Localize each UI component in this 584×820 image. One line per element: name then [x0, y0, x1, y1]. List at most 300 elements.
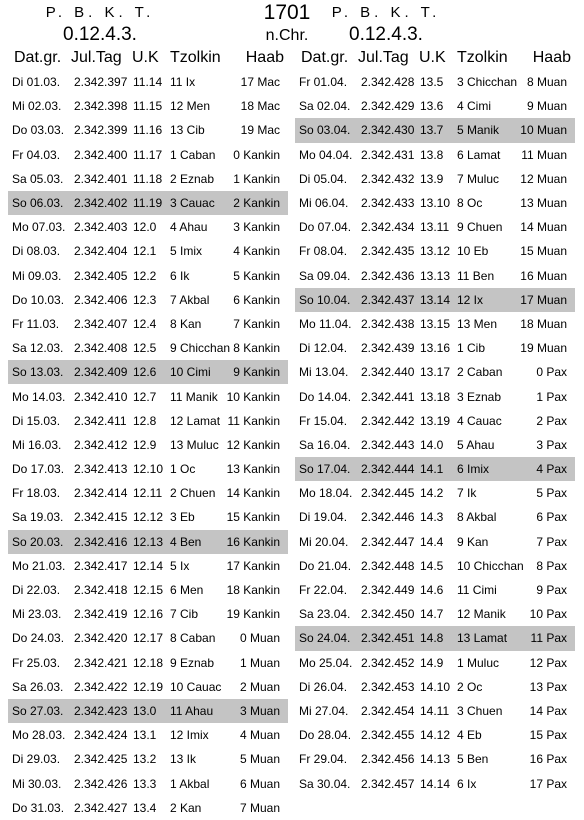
- cell-uk: 13.6: [420, 99, 444, 114]
- cell-jul-tag: 2.342.412: [74, 437, 128, 452]
- cell-date: Do 21.04.: [299, 558, 352, 573]
- cell-haab: 13 Kankin: [226, 462, 280, 477]
- cell-jul-tag: 2.342.413: [74, 462, 128, 477]
- cell-date: Fr 04.03.: [12, 147, 61, 162]
- cell-tzolkin: 9 Eznab: [170, 655, 215, 670]
- cell-date: Fr 18.03.: [12, 486, 61, 501]
- cell-haab: 8 Kankin: [233, 341, 280, 356]
- cell-jul-tag: 2.342.447: [361, 534, 415, 549]
- cell-tzolkin: 6 Imix: [457, 462, 490, 477]
- cell-tzolkin: 1 Muluc: [457, 655, 500, 670]
- col-header-uk: U.K: [132, 49, 159, 66]
- cell-jul-tag: 2.342.400: [74, 147, 128, 162]
- table-row: [8, 215, 288, 239]
- left-table: [8, 46, 288, 820]
- table-row: [295, 312, 575, 336]
- col-header-date: Dat.gr.: [14, 49, 62, 66]
- cell-jul-tag: 2.342.450: [361, 607, 415, 622]
- table-row: [8, 288, 288, 312]
- cell-haab: 8 Pax: [536, 558, 567, 573]
- cell-tzolkin: 10 Eb: [457, 244, 489, 259]
- cell-haab: 7 Pax: [536, 534, 567, 549]
- cell-tzolkin: 7 Cib: [170, 607, 199, 622]
- cell-haab: 5 Muan: [239, 752, 280, 767]
- cell-uk: 13.15: [420, 316, 451, 331]
- cell-tzolkin: 11 Ben: [457, 268, 495, 283]
- cell-jul-tag: 2.342.448: [361, 558, 415, 573]
- table-row: [295, 70, 575, 94]
- cell-uk: 11.19: [133, 196, 163, 211]
- cell-uk: 14.14: [420, 776, 451, 791]
- cell-jul-tag: 2.342.449: [361, 583, 415, 598]
- cell-jul-tag: 2.342.432: [361, 171, 415, 186]
- cell-tzolkin: 3 Eb: [170, 510, 195, 525]
- cell-uk: 12.2: [133, 268, 157, 283]
- cell-haab: 14 Muan: [520, 220, 567, 235]
- cell-haab: 18 Kankin: [226, 583, 280, 598]
- cell-uk: 14.2: [420, 486, 444, 501]
- cell-uk: 12.5: [133, 341, 157, 356]
- cell-haab: 10 Kankin: [226, 389, 280, 404]
- cell-date: Do 24.03.: [12, 631, 65, 646]
- cell-tzolkin: 7 Muluc: [457, 171, 500, 186]
- cell-haab: 3 Muan: [239, 703, 280, 718]
- cell-uk: 13.5: [420, 75, 444, 90]
- cell-uk: 12.19: [133, 679, 164, 694]
- cell-haab: 5 Pax: [536, 486, 567, 501]
- right-long-count: 0.12.4.3.: [349, 24, 423, 45]
- cell-haab: 2 Pax: [536, 413, 567, 428]
- cell-uk: 14.11: [420, 703, 450, 718]
- table-row: [8, 191, 288, 215]
- cell-haab: 10 Muan: [520, 123, 567, 138]
- cell-date: Mi 16.03.: [12, 437, 62, 452]
- cell-date: Mo 21.03.: [12, 558, 66, 573]
- cell-tzolkin: 1 Oc: [170, 462, 196, 477]
- cell-jul-tag: 2.342.421: [74, 655, 128, 670]
- left-pbkt-label: P. B. K. T.: [45, 4, 155, 21]
- cell-haab: 8 Muan: [526, 75, 567, 90]
- cell-jul-tag: 2.342.402: [74, 196, 128, 211]
- cell-tzolkin: 2 Oc: [457, 679, 483, 694]
- cell-tzolkin: 13 Ik: [170, 752, 197, 767]
- cell-date: Sa 30.04.: [299, 776, 351, 791]
- cell-date: Do 17.03.: [12, 462, 65, 477]
- cell-tzolkin: 6 Ix: [457, 776, 477, 791]
- cell-haab: 17 Kankin: [226, 558, 280, 573]
- cell-tzolkin: 2 Kan: [170, 800, 202, 815]
- table-row: [8, 360, 288, 384]
- cell-date: Di 15.03.: [12, 413, 61, 428]
- cell-uk: 13.4: [133, 800, 157, 815]
- cell-tzolkin: 1 Cib: [457, 341, 486, 356]
- cell-haab: 4 Kankin: [233, 244, 280, 259]
- cell-haab: 7 Kankin: [233, 316, 280, 331]
- year-title: 1701: [263, 1, 311, 24]
- cell-uk: 13.12: [420, 244, 451, 259]
- table-row: [295, 747, 575, 771]
- cell-haab: 3 Kankin: [233, 220, 280, 235]
- col-header-haab: Haab: [245, 49, 284, 66]
- cell-uk: 12.18: [133, 655, 164, 670]
- table-row: [8, 771, 288, 795]
- cell-tzolkin: 13 Muluc: [170, 437, 219, 452]
- cell-uk: 14.13: [420, 752, 451, 767]
- cell-haab: 0 Kankin: [233, 147, 280, 162]
- cell-jul-tag: 2.342.409: [74, 365, 128, 380]
- cell-tzolkin: 11 Ix: [170, 75, 196, 90]
- cell-haab: 13 Muan: [520, 196, 567, 211]
- cell-haab: 0 Pax: [536, 365, 567, 380]
- table-row: [295, 675, 575, 699]
- cell-jul-tag: 2.342.419: [74, 607, 128, 622]
- cell-haab: 18 Mac: [240, 99, 280, 114]
- cell-haab: 14 Pax: [529, 703, 567, 718]
- cell-haab: 9 Pax: [536, 583, 567, 598]
- cell-uk: 14.10: [420, 679, 451, 694]
- cell-tzolkin: 1 Caban: [170, 147, 216, 162]
- col-header-jul: Jul.Tag: [358, 49, 409, 66]
- cell-tzolkin: 8 Oc: [457, 196, 483, 211]
- cell-uk: 12.1: [133, 244, 157, 259]
- table-row: [295, 215, 575, 239]
- table-row: [8, 602, 288, 626]
- col-header-date: Dat.gr.: [301, 49, 349, 66]
- cell-date: Mo 11.04.: [299, 316, 352, 331]
- table-row: [8, 264, 288, 288]
- cell-jul-tag: 2.342.425: [74, 752, 128, 767]
- cell-tzolkin: 10 Cimi: [170, 365, 211, 380]
- cell-date: Do 07.04.: [299, 220, 352, 235]
- cell-tzolkin: 9 Chuen: [457, 220, 503, 235]
- cell-haab: 1 Pax: [536, 389, 567, 404]
- cell-tzolkin: 5 Ben: [457, 752, 489, 767]
- cell-jul-tag: 2.342.436: [361, 268, 415, 283]
- cell-date: So 13.03.: [12, 365, 64, 380]
- cell-haab: 1 Muan: [239, 655, 280, 670]
- cell-jul-tag: 2.342.457: [361, 776, 415, 791]
- cell-jul-tag: 2.342.456: [361, 752, 415, 767]
- cell-date: Mo 04.04.: [299, 147, 353, 162]
- cell-tzolkin: 8 Kan: [170, 316, 202, 331]
- cell-jul-tag: 2.342.446: [361, 510, 415, 525]
- cell-uk: 12.13: [133, 534, 164, 549]
- cell-uk: 12.12: [133, 510, 164, 525]
- table-row: [8, 578, 288, 602]
- col-header-uk: U.K: [419, 49, 446, 66]
- cell-haab: 12 Kankin: [226, 437, 280, 452]
- right-table: [295, 46, 575, 796]
- cell-tzolkin: 12 Men: [170, 99, 211, 114]
- table-row: [8, 651, 288, 675]
- cell-uk: 11.17: [133, 147, 163, 162]
- cell-jul-tag: 2.342.404: [74, 244, 128, 259]
- cell-tzolkin: 7 Akbal: [170, 292, 210, 307]
- cell-uk: 14.7: [420, 607, 444, 622]
- cell-date: Fr 15.04.: [299, 413, 348, 428]
- cell-jul-tag: 2.342.420: [74, 631, 128, 646]
- cell-jul-tag: 2.342.440: [361, 365, 415, 380]
- cell-uk: 13.16: [420, 341, 451, 356]
- cell-haab: 15 Pax: [529, 728, 567, 743]
- table-row: [8, 675, 288, 699]
- cell-date: Di 22.03.: [12, 583, 61, 598]
- cell-tzolkin: 10 Cauac: [170, 679, 222, 694]
- cell-date: Mi 27.04.: [299, 703, 349, 718]
- cell-uk: 12.6: [133, 365, 157, 380]
- cell-date: Mi 20.04.: [299, 534, 349, 549]
- cell-tzolkin: 5 Manik: [457, 123, 500, 138]
- table-row: [295, 771, 575, 795]
- cell-jul-tag: 2.342.451: [361, 631, 415, 646]
- cell-date: Sa 02.04.: [299, 99, 351, 114]
- cell-date: Do 10.03.: [12, 292, 65, 307]
- cell-haab: 11 Muan: [521, 147, 567, 162]
- cell-jul-tag: 2.342.434: [361, 220, 415, 235]
- cell-jul-tag: 2.342.453: [361, 679, 415, 694]
- cell-date: Di 08.03.: [12, 244, 61, 259]
- cell-jul-tag: 2.342.422: [74, 679, 128, 694]
- table-row: [8, 409, 288, 433]
- cell-tzolkin: 12 Ix: [457, 292, 484, 307]
- cell-tzolkin: 6 Lamat: [457, 147, 501, 162]
- cell-jul-tag: 2.342.406: [74, 292, 128, 307]
- cell-uk: 13.0: [133, 703, 157, 718]
- cell-uk: 14.1: [420, 462, 444, 477]
- cell-tzolkin: 5 Ix: [170, 558, 190, 573]
- table-row: [295, 118, 575, 142]
- table-row: [295, 481, 575, 505]
- cell-jul-tag: 2.342.433: [361, 196, 415, 211]
- col-header-jul: Jul.Tag: [71, 49, 122, 66]
- cell-uk: 12.4: [133, 316, 157, 331]
- cell-tzolkin: 11 Cimi: [457, 583, 497, 598]
- cell-jul-tag: 2.342.417: [74, 558, 128, 573]
- cell-haab: 9 Muan: [526, 99, 567, 114]
- cell-date: Fr 01.04.: [299, 75, 348, 90]
- cell-jul-tag: 2.342.411: [74, 413, 127, 428]
- cell-uk: 12.16: [133, 607, 164, 622]
- cell-jul-tag: 2.342.408: [74, 341, 128, 356]
- table-header: [8, 46, 288, 70]
- cell-date: Di 12.04.: [299, 341, 348, 356]
- cell-date: Sa 16.04.: [299, 437, 351, 452]
- table-row: [8, 143, 288, 167]
- table-row: [295, 239, 575, 263]
- cell-date: Mi 02.03.: [12, 99, 62, 114]
- table-row: [8, 554, 288, 578]
- table-row: [295, 651, 575, 675]
- table-row: [8, 457, 288, 481]
- cell-uk: 12.8: [133, 413, 157, 428]
- cell-jul-tag: 2.342.439: [361, 341, 415, 356]
- cell-haab: 12 Pax: [529, 655, 567, 670]
- cell-jul-tag: 2.342.437: [361, 292, 415, 307]
- table-row: [295, 264, 575, 288]
- cell-haab: 9 Kankin: [233, 365, 280, 380]
- cell-uk: 11.18: [133, 171, 163, 186]
- cell-date: So 20.03.: [12, 534, 64, 549]
- cell-date: Do 31.03.: [12, 800, 65, 815]
- cell-jul-tag: 2.342.416: [74, 534, 128, 549]
- cell-haab: 3 Pax: [536, 437, 567, 452]
- cell-uk: 13.2: [133, 752, 157, 767]
- cell-date: Di 29.03.: [12, 752, 61, 767]
- cell-haab: 19 Kankin: [226, 607, 280, 622]
- cell-haab: 6 Muan: [239, 776, 280, 791]
- cell-tzolkin: 12 Lamat: [170, 413, 221, 428]
- cell-uk: 13.10: [420, 196, 451, 211]
- table-row: [8, 167, 288, 191]
- cell-uk: 14.6: [420, 583, 444, 598]
- cell-date: Mo 28.03.: [12, 728, 66, 743]
- cell-tzolkin: 3 Chuen: [457, 703, 503, 718]
- cell-haab: 17 Pax: [529, 776, 567, 791]
- cell-tzolkin: 2 Caban: [457, 365, 503, 380]
- cell-haab: 17 Muan: [520, 292, 567, 307]
- cell-jul-tag: 2.342.415: [74, 510, 128, 525]
- table-row: [8, 481, 288, 505]
- table-row: [8, 530, 288, 554]
- cell-jul-tag: 2.342.424: [74, 728, 128, 743]
- cell-tzolkin: 2 Chuen: [170, 486, 216, 501]
- cell-tzolkin: 13 Lamat: [457, 631, 508, 646]
- cell-uk: 14.8: [420, 631, 444, 646]
- table-row: [8, 626, 288, 650]
- cell-jul-tag: 2.342.405: [74, 268, 128, 283]
- cell-haab: 5 Kankin: [233, 268, 280, 283]
- cell-tzolkin: 6 Men: [170, 583, 204, 598]
- table-row: [8, 239, 288, 263]
- cell-haab: 1 Kankin: [233, 171, 280, 186]
- table-row: [8, 312, 288, 336]
- cell-haab: 19 Muan: [520, 341, 567, 356]
- cell-haab: 15 Muan: [520, 244, 567, 259]
- cell-date: Mi 23.03.: [12, 607, 62, 622]
- table-row: [8, 505, 288, 529]
- cell-jul-tag: 2.342.407: [74, 316, 128, 331]
- table-row: [295, 336, 575, 360]
- cell-jul-tag: 2.342.444: [361, 462, 415, 477]
- cell-jul-tag: 2.342.430: [361, 123, 415, 138]
- cell-date: Di 19.04.: [299, 510, 348, 525]
- cell-jul-tag: 2.342.418: [74, 583, 128, 598]
- table-row: [295, 360, 575, 384]
- cell-haab: 7 Muan: [239, 800, 280, 815]
- table-row: [8, 433, 288, 457]
- cell-date: Do 14.04.: [299, 389, 352, 404]
- col-header-tzolkin: Tzolkin: [170, 49, 221, 66]
- cell-date: So 17.04.: [299, 462, 351, 477]
- cell-haab: 6 Kankin: [233, 292, 280, 307]
- cell-uk: 13.17: [420, 365, 451, 380]
- cell-tzolkin: 11 Ahau: [170, 703, 214, 718]
- table-row: [295, 384, 575, 408]
- cell-tzolkin: 6 Ik: [170, 268, 190, 283]
- cell-jul-tag: 2.342.426: [74, 776, 128, 791]
- cell-tzolkin: 8 Akbal: [457, 510, 497, 525]
- cell-haab: 13 Pax: [529, 679, 567, 694]
- cell-jul-tag: 2.342.399: [74, 123, 128, 138]
- cell-jul-tag: 2.342.401: [74, 171, 128, 186]
- cell-date: Di 01.03.: [12, 75, 61, 90]
- cell-tzolkin: 11 Manik: [170, 389, 218, 404]
- cell-date: Sa 19.03.: [12, 510, 64, 525]
- cell-jul-tag: 2.342.445: [361, 486, 415, 501]
- cell-date: So 10.04.: [299, 292, 351, 307]
- table-row: [295, 191, 575, 215]
- cell-haab: 4 Muan: [239, 728, 280, 743]
- cell-tzolkin: 4 Ben: [170, 534, 202, 549]
- cell-jul-tag: 2.342.443: [361, 437, 415, 452]
- cell-uk: 12.14: [133, 558, 164, 573]
- table-row: [8, 699, 288, 723]
- cell-tzolkin: 4 Cauac: [457, 413, 502, 428]
- cell-jul-tag: 2.342.398: [74, 99, 128, 114]
- table-row: [295, 433, 575, 457]
- table-row: [295, 505, 575, 529]
- cell-date: So 27.03.: [12, 703, 64, 718]
- table-row: [8, 796, 288, 820]
- cell-jul-tag: 2.342.441: [361, 389, 415, 404]
- cell-haab: 11 Kankin: [227, 413, 280, 428]
- left-long-count: 0.12.4.3.: [63, 24, 137, 45]
- table-row: [295, 699, 575, 723]
- cell-date: So 24.04.: [299, 631, 351, 646]
- cell-uk: 14.12: [420, 728, 451, 743]
- cell-uk: 14.9: [420, 655, 444, 670]
- cell-haab: 18 Muan: [520, 316, 567, 331]
- cell-haab: 10 Pax: [529, 607, 567, 622]
- cell-jul-tag: 2.342.397: [74, 75, 128, 90]
- table-row: [8, 747, 288, 771]
- cell-date: Fr 22.04.: [299, 583, 348, 598]
- cell-jul-tag: 2.342.431: [361, 147, 415, 162]
- cell-tzolkin: 12 Imix: [170, 728, 209, 743]
- cell-date: Fr 08.04.: [299, 244, 348, 259]
- col-header-haab: Haab: [532, 49, 571, 66]
- cell-uk: 14.3: [420, 510, 444, 525]
- table-row: [8, 70, 288, 94]
- cell-date: Mi 06.04.: [299, 196, 349, 211]
- cell-jul-tag: 2.342.455: [361, 728, 415, 743]
- cell-jul-tag: 2.342.423: [74, 703, 128, 718]
- cell-uk: 14.0: [420, 437, 444, 452]
- cell-date: Di 05.04.: [299, 171, 348, 186]
- cell-uk: 11.14: [133, 75, 163, 90]
- cell-tzolkin: 2 Eznab: [170, 171, 215, 186]
- table-row: [8, 94, 288, 118]
- cell-date: Mi 30.03.: [12, 776, 62, 791]
- cell-tzolkin: 4 Eb: [457, 728, 482, 743]
- cell-uk: 12.11: [133, 486, 163, 501]
- cell-haab: 2 Kankin: [233, 196, 280, 211]
- cell-jul-tag: 2.342.454: [361, 703, 415, 718]
- cell-tzolkin: 5 Ahau: [457, 437, 495, 452]
- cell-uk: 13.11: [420, 220, 450, 235]
- cell-uk: 12.17: [133, 631, 164, 646]
- cell-tzolkin: 13 Men: [457, 316, 498, 331]
- cell-jul-tag: 2.342.442: [361, 413, 415, 428]
- cell-tzolkin: 4 Ahau: [170, 220, 208, 235]
- table-row: [295, 530, 575, 554]
- cell-tzolkin: 3 Chicchan: [457, 75, 518, 90]
- table-row: [295, 409, 575, 433]
- table-row: [8, 384, 288, 408]
- cell-date: Sa 23.04.: [299, 607, 351, 622]
- cell-uk: 13.13: [420, 268, 451, 283]
- cell-date: Sa 05.03.: [12, 171, 64, 186]
